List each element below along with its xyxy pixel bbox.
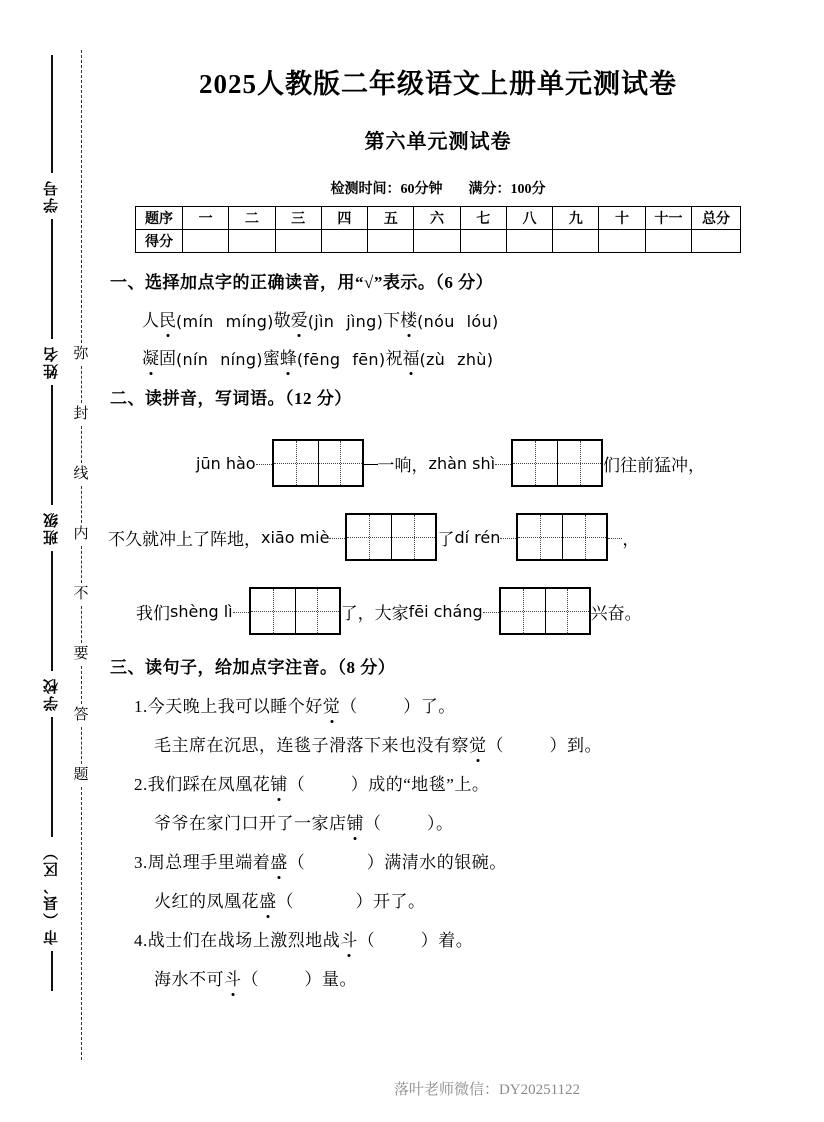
seal-dash-segment: [81, 546, 82, 583]
seal-divider-rule: [51, 55, 53, 173]
sentence-text: 周总理手里端着: [147, 853, 271, 872]
sentence-text: 火红的凤凰花: [154, 892, 259, 911]
dotted-character: 觉: [323, 692, 341, 717]
seal-char-5: 要: [73, 646, 89, 663]
pinyin-choice-row: [142, 344, 768, 369]
tianzige-cell[interactable]: [557, 441, 601, 485]
pinyin-prompt: xiāo miè: [261, 527, 330, 547]
table-row: [136, 207, 741, 230]
tianzige-write-box[interactable]: [272, 439, 364, 487]
annotate-sentence-line: [154, 965, 768, 990]
guide-dots: [500, 538, 516, 539]
paper-content: [108, 0, 768, 990]
full-score-label: 满分：100分: [468, 182, 546, 197]
guide-dash: [364, 464, 378, 465]
section-2-heading: 二、读拼音，写词语。（12 分）: [110, 389, 352, 408]
pinyin-options[interactable]: (zù zhù): [419, 350, 494, 369]
dotted-character: 蜂: [280, 344, 297, 369]
seal-dash-segment: [81, 426, 82, 463]
table-row: [136, 230, 741, 253]
pinyin-option-b[interactable]: míng: [225, 312, 268, 331]
answer-blank[interactable]: [242, 970, 305, 989]
seal-label-1: 姓名: [43, 345, 60, 379]
sentence-text: 一响，: [377, 455, 429, 475]
exam-meta: [108, 178, 768, 198]
sentence-text: 兴奋。: [590, 603, 642, 623]
section-1-heading: 一、选择加点字的正确读音，用“√”表示。（6 分）: [110, 273, 494, 292]
tianzige-cell[interactable]: [513, 441, 557, 485]
seal-dash-segment: [81, 50, 82, 343]
annotate-sentence-line: [134, 926, 768, 951]
character: 固: [159, 349, 176, 368]
annotate-sentence-line: [154, 809, 768, 834]
pinyin-option-a[interactable]: mín: [182, 312, 214, 331]
sentence-text: 今天晚上我可以睡个好: [147, 697, 323, 716]
tianzige-cell[interactable]: [274, 441, 318, 485]
line-number: 2.: [134, 775, 148, 794]
tianzige-cell[interactable]: [545, 589, 589, 633]
seal-label-4: 市（县、区）: [43, 843, 60, 945]
line-number: 3.: [134, 853, 148, 872]
pinyin-option-b[interactable]: fēn: [352, 350, 379, 369]
seal-line-student-info: [38, 55, 66, 1055]
tianzige-cell[interactable]: [318, 441, 362, 485]
score-cell-1[interactable]: [229, 230, 275, 253]
page-subtitle: 第六单元测试卷: [364, 131, 512, 153]
sentence-text: 们往前猛冲，: [603, 455, 706, 475]
footer-watermark: 落叶老师微信：DY20251122: [393, 1082, 581, 1098]
line-number: 1.: [134, 697, 148, 716]
seal-label-2: 班级: [43, 511, 60, 545]
pinyin-word: [142, 306, 176, 331]
seal-dash-segment: [81, 787, 82, 1060]
tianzige-cell[interactable]: [518, 515, 562, 559]
guide-dots: [233, 612, 249, 613]
sentence-tail: ）成的“地毯”上。: [350, 775, 490, 794]
page-title: 2025人教版二年级语文上册单元测试卷: [199, 69, 677, 99]
dotted-character: 盛: [270, 848, 288, 873]
answer-blank[interactable]: [288, 853, 367, 872]
sentence-text: 毛主席在沉思，连毯子滑落下来也没有察: [154, 736, 469, 755]
pinyin-option-a[interactable]: zù: [425, 350, 446, 369]
pinyin-prompt: dí rén: [454, 527, 501, 547]
seal-divider-rule: [51, 385, 53, 505]
character: 下: [383, 311, 401, 330]
pinyin-option-b[interactable]: lóu: [466, 312, 492, 331]
pinyin-options[interactable]: (nóu lóu): [417, 312, 499, 331]
sentence-text: 了: [437, 529, 455, 549]
seal-char-0: 弥: [73, 345, 89, 362]
score-col-header-4: 五: [368, 207, 414, 230]
character: 人: [142, 311, 159, 330]
score-cell-10[interactable]: [645, 230, 691, 253]
dotted-character: 铺: [347, 809, 365, 834]
seal-dash-segment: [81, 727, 82, 764]
dotted-character: 铺: [270, 770, 288, 795]
character: 祝: [385, 349, 403, 368]
dotted-character: 爱: [291, 306, 308, 331]
answer-blank[interactable]: [487, 736, 550, 755]
pinyin-word: [274, 306, 308, 331]
seal-line-dashed: [70, 50, 92, 1060]
write-words-row: [108, 513, 768, 561]
paren-open: （: [241, 970, 259, 989]
dotted-character: 民: [159, 306, 176, 331]
dotted-character: 凝: [142, 344, 159, 369]
seal-char-2: 线: [73, 466, 89, 483]
seal-divider-rule: [51, 219, 53, 339]
pinyin-option-a[interactable]: jìn: [314, 312, 335, 331]
character: 敬: [273, 311, 291, 330]
guide-dots: [608, 538, 622, 539]
sentence-text: 海水不可: [154, 970, 224, 989]
score-col-header-2: 三: [275, 207, 321, 230]
paren-open: （: [364, 814, 381, 833]
pinyin-choice-item[interactable]: [263, 344, 386, 369]
score-col-header-total: 总分: [692, 207, 741, 230]
pinyin-prompt: jūn hào: [196, 453, 256, 473]
seal-dash-segment: [81, 486, 82, 523]
answer-blank[interactable]: [288, 775, 351, 794]
line-number: 4.: [134, 931, 148, 950]
pinyin-options[interactable]: (nín níng): [176, 350, 263, 369]
answer-blank[interactable]: [277, 892, 356, 911]
seal-char-3: 内: [73, 526, 89, 543]
score-col-header-8: 九: [553, 207, 599, 230]
score-cell-0[interactable]: [183, 230, 229, 253]
seal-char-7: 题: [73, 766, 89, 783]
score-cell-9[interactable]: [599, 230, 645, 253]
annotate-sentence-line: [134, 770, 768, 795]
pinyin-option-a[interactable]: fēng: [303, 350, 341, 369]
score-table-row-label: 题序: [136, 207, 183, 230]
tianzige-write-box[interactable]: [249, 587, 341, 635]
sentence-text: 了，大家: [340, 603, 409, 623]
score-cell-total[interactable]: [692, 230, 741, 253]
pinyin-options[interactable]: (fēng fēn): [296, 350, 386, 369]
annotate-sentence-line: [154, 731, 768, 756]
seal-char-4: 不: [73, 586, 89, 603]
sentence-tail: ）了。: [403, 697, 456, 716]
paren-open: （: [276, 892, 294, 911]
score-col-header-3: 四: [321, 207, 367, 230]
seal-label-3: 学校: [43, 677, 60, 711]
pinyin-options[interactable]: (jìn jìng): [307, 312, 384, 331]
paren-open: （: [287, 775, 305, 794]
pinyin-prompt: shèng lì: [170, 601, 233, 621]
seal-divider-rule: [51, 717, 53, 837]
seal-char-1: 封: [73, 406, 89, 423]
pinyin-choice-row: [142, 306, 768, 331]
seal-dash-segment: [81, 366, 82, 403]
pinyin-option-a[interactable]: nóu: [423, 312, 455, 331]
answer-blank[interactable]: [340, 697, 403, 716]
sentence-tail: ）着。: [420, 931, 474, 950]
answer-blank[interactable]: [364, 814, 427, 833]
tianzige-write-box[interactable]: [516, 513, 608, 561]
pinyin-word: [385, 344, 419, 369]
seal-divider-rule: [51, 551, 53, 671]
paren-open: （: [357, 931, 375, 950]
pinyin-option-b[interactable]: zhù: [457, 350, 487, 369]
paren-open: （: [340, 697, 358, 716]
guide-dots: [483, 612, 499, 613]
seal-dash-segment: [81, 666, 82, 703]
annotate-sentence-line: [134, 848, 768, 873]
score-col-header-10: 十一: [645, 207, 691, 230]
pinyin-options[interactable]: (mín míng): [176, 312, 274, 331]
guide-dots: [256, 464, 272, 465]
score-table-row-label: 得分: [136, 230, 183, 253]
pinyin-choice-item[interactable]: [383, 306, 498, 331]
paren-open: （: [287, 853, 305, 872]
score-cell-5[interactable]: [414, 230, 460, 253]
character: 蜜: [262, 349, 280, 368]
sentence-text: 我们踩在凤凰花: [147, 775, 271, 794]
score-col-header-6: 七: [460, 207, 506, 230]
sentence-tail: ）满清水的银碗。: [366, 853, 507, 872]
sentence-text: 战士们在战场上激烈地战: [147, 931, 341, 950]
section-3-heading: 三、读句子，给加点字注音。（8 分）: [110, 658, 396, 677]
pinyin-choice-item[interactable]: [142, 306, 274, 331]
pinyin-word: [142, 344, 176, 369]
score-col-header-5: 六: [414, 207, 460, 230]
tianzige-cell[interactable]: [295, 589, 339, 633]
pinyin-word: [383, 306, 417, 331]
sentence-tail: ）量。: [304, 970, 357, 989]
score-cell-8[interactable]: [553, 230, 599, 253]
answer-blank[interactable]: [358, 931, 421, 950]
section-3-body: [108, 692, 768, 990]
score-table: [135, 206, 741, 253]
sentence-text: 我们: [136, 603, 170, 623]
tianzige-cell[interactable]: [391, 515, 435, 559]
sentence-text: ，: [622, 529, 640, 549]
sentence-tail: ）到。: [549, 736, 602, 755]
score-col-header-9: 十: [599, 207, 645, 230]
dotted-character: 斗: [224, 965, 242, 990]
guide-dots: [329, 538, 345, 539]
pinyin-prompt: zhàn shì: [428, 453, 496, 473]
score-cell-6[interactable]: [460, 230, 506, 253]
write-words-row: [108, 439, 768, 487]
sentence-text: 不久就冲上了阵地，: [108, 529, 261, 549]
score-col-header-7: 八: [506, 207, 552, 230]
tianzige-write-box[interactable]: [499, 587, 591, 635]
pinyin-option-b[interactable]: níng: [220, 350, 257, 369]
annotate-sentence-line: [154, 887, 768, 912]
section-1-body: [142, 306, 768, 369]
pinyin-choice-item[interactable]: [142, 344, 263, 369]
dotted-character: 觉: [469, 731, 487, 756]
score-col-header-1: 二: [229, 207, 275, 230]
seal-char-6: 答: [73, 706, 89, 723]
write-words-row: [108, 587, 768, 635]
section-2-body: [108, 439, 768, 635]
dotted-character: 福: [402, 344, 419, 369]
pinyin-option-a[interactable]: nín: [182, 350, 209, 369]
exam-time-label: 检测时间：60分钟: [330, 182, 443, 197]
dotted-character: 楼: [400, 306, 417, 331]
pinyin-option-b[interactable]: jìng: [346, 312, 377, 331]
paren-open: （: [486, 736, 504, 755]
score-col-header-0: 一: [183, 207, 229, 230]
annotate-sentence-line: [134, 692, 768, 717]
score-cell-4[interactable]: [368, 230, 414, 253]
sentence-tail: ）。: [427, 814, 454, 833]
tianzige-cell[interactable]: [562, 515, 606, 559]
tianzige-write-box[interactable]: [345, 513, 437, 561]
score-cell-2[interactable]: [275, 230, 321, 253]
seal-label-0: 学号: [43, 179, 60, 213]
dotted-character: 盛: [259, 887, 277, 912]
seal-divider-rule: [51, 951, 53, 991]
pinyin-choice-item[interactable]: [385, 344, 493, 369]
pinyin-prompt: fēi cháng: [408, 601, 483, 621]
guide-dots: [495, 464, 511, 465]
pinyin-word: [263, 344, 297, 369]
sentence-tail: ）开了。: [355, 892, 426, 911]
seal-dash-segment: [81, 606, 82, 643]
tianzige-cell[interactable]: [347, 515, 391, 559]
tianzige-cell[interactable]: [251, 589, 295, 633]
sentence-text: 爷爷在家门口开了一家店: [154, 814, 347, 833]
pinyin-choice-item[interactable]: [274, 306, 383, 331]
score-cell-3[interactable]: [321, 230, 367, 253]
score-cell-7[interactable]: [506, 230, 552, 253]
tianzige-write-box[interactable]: [511, 439, 603, 487]
dotted-character: 斗: [340, 926, 358, 951]
tianzige-cell[interactable]: [501, 589, 545, 633]
